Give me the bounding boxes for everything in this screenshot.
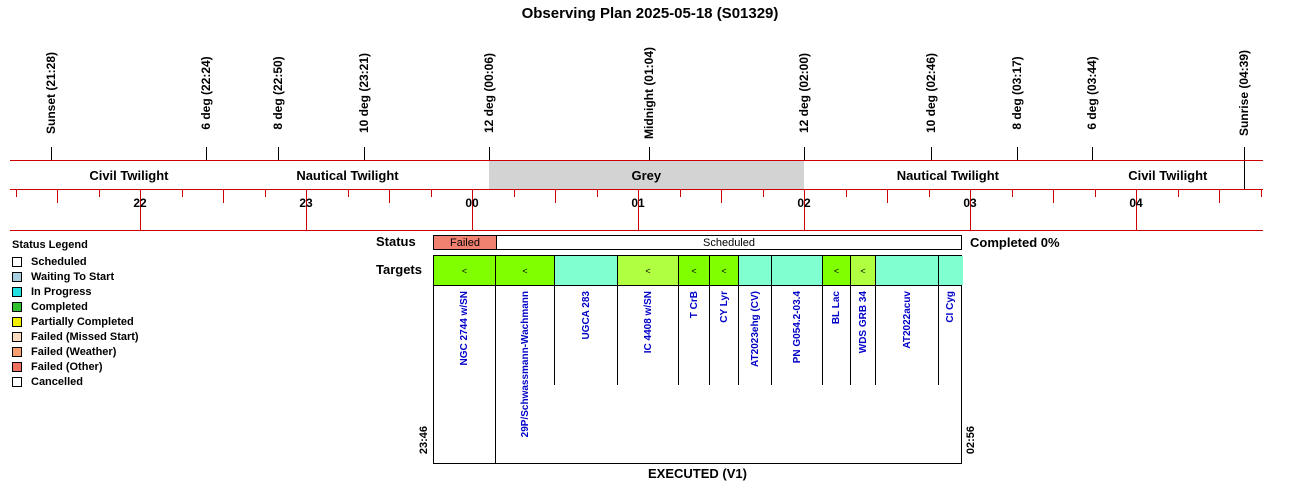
event-label: Sunset (21:28): [44, 51, 58, 135]
hour-label: 22: [133, 196, 147, 210]
target-name: T CrB: [688, 291, 700, 319]
hour-label: 04: [1129, 196, 1143, 210]
target-cell: [555, 256, 618, 285]
legend-swatch: [12, 272, 22, 282]
legend-item: [12, 269, 139, 284]
legend-item: [12, 359, 139, 374]
hour-label: 03: [963, 196, 977, 210]
status-segment-scheduled: Scheduled: [703, 236, 755, 249]
plan-start-time: 23:46: [418, 426, 430, 455]
target-separator: [738, 285, 739, 385]
hour-axis: [0, 0, 1300, 240]
legend-swatch: [12, 317, 22, 327]
legend-swatch: [12, 347, 22, 357]
legend-label: Waiting To Start: [31, 270, 115, 283]
target-cell: <: [496, 256, 555, 285]
target-cell: [739, 256, 772, 285]
hour-label: 00: [465, 196, 479, 210]
target-separator: [617, 285, 618, 385]
legend-swatch: [12, 302, 22, 312]
legend-swatch: [12, 257, 22, 267]
target-name: PN G054.2-03.4: [791, 291, 803, 364]
event-label: 10 deg (02:46): [924, 52, 938, 134]
chart-title: Observing Plan 2025-05-18 (S01329): [521, 5, 779, 22]
target-separator: [709, 285, 710, 385]
target-cell: <: [710, 256, 739, 285]
target-name: AT2023ehg (CV): [749, 291, 761, 367]
legend-label: Failed (Other): [31, 360, 103, 373]
legend-item: [12, 374, 139, 389]
target-separator: [554, 285, 555, 385]
target-separator: [495, 285, 496, 464]
hour-label: 01: [631, 196, 645, 210]
target-cell: [876, 256, 939, 285]
targets-row-label: Targets: [376, 262, 422, 277]
legend-label: Cancelled: [31, 375, 83, 388]
target-separator: [678, 285, 679, 385]
event-label: Midnight (01:04): [642, 47, 656, 139]
status-legend: [12, 239, 139, 389]
event-label: 6 deg (03:44): [1085, 56, 1099, 130]
target-cell: <: [679, 256, 710, 285]
target-name: CY Lyr: [718, 291, 730, 323]
legend-item: [12, 329, 139, 344]
event-label: 12 deg (02:00): [797, 52, 811, 134]
event-label: 10 deg (23:21): [357, 52, 371, 134]
completed-text: Completed 0%: [970, 235, 1060, 250]
target-separator: [771, 285, 772, 385]
twilight-segment: Civil Twilight: [1092, 161, 1244, 189]
target-cell: <: [851, 256, 876, 285]
legend-swatch: [12, 287, 22, 297]
event-label: 8 deg (22:50): [271, 56, 285, 130]
target-name: CI Cyg: [945, 291, 956, 323]
target-cell: [772, 256, 823, 285]
target-name: UGCA 283: [580, 291, 592, 340]
legend-label: Completed: [31, 300, 88, 313]
twilight-segment: Grey: [489, 161, 804, 189]
legend-swatch: [12, 362, 22, 372]
target-name: IC 4408 w/SN: [642, 291, 654, 354]
legend-title: Status Legend: [12, 239, 88, 251]
event-label: Sunrise (04:39): [1237, 49, 1251, 137]
status-bar: [433, 235, 962, 250]
legend-item: [12, 284, 139, 299]
legend-swatch: [12, 332, 22, 342]
event-label: 6 deg (22:24): [199, 56, 213, 130]
legend-label: In Progress: [31, 285, 92, 298]
legend-item: [12, 254, 139, 269]
hour-label: 23: [299, 196, 313, 210]
target-cell: <: [434, 256, 496, 285]
target-name: 29P/Schwassmann-Wachmann: [519, 291, 531, 438]
target-names-panel: [433, 285, 962, 464]
twilight-segment: Civil Twilight: [51, 161, 206, 189]
target-name: BL Lac: [831, 291, 842, 325]
legend-item: [12, 299, 139, 314]
legend-label: Scheduled: [31, 255, 87, 268]
legend-label: Partially Completed: [31, 315, 134, 328]
target-separator: [938, 285, 939, 385]
target-name: NGC 2744 w/SN: [459, 291, 470, 366]
target-cell: <: [618, 256, 679, 285]
hour-label: 02: [797, 196, 811, 210]
target-separator: [850, 285, 851, 385]
legend-label: Failed (Missed Start): [31, 330, 139, 343]
plan-end-time: 02:56: [965, 426, 977, 455]
legend-label: Failed (Weather): [31, 345, 117, 358]
target-separator: [875, 285, 876, 385]
target-bar: [433, 255, 962, 286]
event-label: 12 deg (00:06): [482, 52, 496, 134]
status-row-label: Status: [376, 234, 416, 249]
target-cell: <: [823, 256, 851, 285]
legend-items: [12, 254, 139, 389]
event-label: 8 deg (03:17): [1010, 56, 1024, 130]
target-name: WDS GRB 34: [857, 291, 869, 354]
twilight-segment: Nautical Twilight: [804, 161, 1092, 189]
target-cell: [939, 256, 963, 285]
twilight-segment: Nautical Twilight: [206, 161, 488, 189]
legend-item: [12, 344, 139, 359]
target-name: AT2022acuv: [901, 291, 913, 349]
legend-item: [12, 314, 139, 329]
target-separator: [822, 285, 823, 385]
legend-swatch: [12, 377, 22, 387]
executed-label: EXECUTED (V1): [648, 466, 747, 481]
status-segment-failed: Failed: [434, 236, 497, 249]
